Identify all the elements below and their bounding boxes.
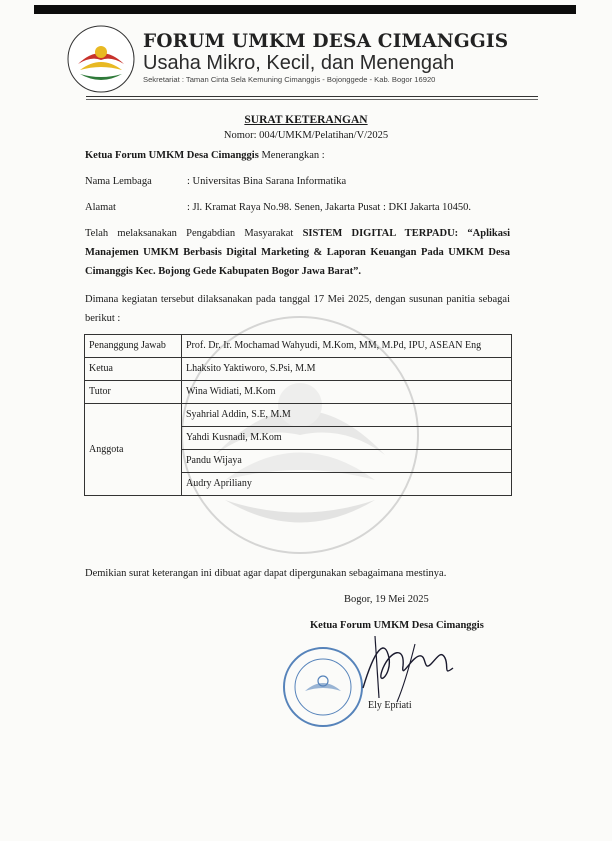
forum-umkm-logo-icon [66,24,136,94]
signer-name: Ely Epriati [368,700,412,711]
handwritten-signature [345,628,465,708]
committee-table [84,334,512,496]
organization-tagline: Usaha Mikro, Kecil, dan Menengah [143,52,455,74]
name-cell: Lhaksito Yaktiworo, S.Psi, M.M [182,358,512,381]
letter-number: Nomor: 004/UMKM/Pelatihan/V/2025 [223,130,389,141]
intro-verb: Menerangkan : [258,150,325,161]
organization-name: FORUM UMKM DESA CIMANGGIS [143,31,509,52]
activity-paragraph [85,224,510,281]
name-cell: Prof. Dr. Ir. Mochamad Wahyudi, M.Kom, MM, M.Pd, IPU, ASEAN Eng [182,335,512,358]
place-date: Bogor, 19 Mei 2025 [344,594,429,605]
organization-address: Sekretariat : Taman Cinta Sela Kemuning Cimanggis - Bojonggede - Kab. Bogor 16920 [143,75,436,84]
intro-organization: Ketua Forum UMKM Desa Cimanggis [85,150,259,161]
intro-line [85,150,325,161]
table-row [85,381,512,404]
table-row [85,335,512,358]
letter-title: SURAT KETERANGAN [244,114,368,126]
field-value-institution: : Universitas Bina Sarana Informatika [187,176,347,187]
role-cell: Ketua [85,358,182,381]
role-cell: Anggota [85,404,182,496]
role-cell: Penanggung Jawab [85,335,182,358]
field-label-address: Alamat [85,202,116,213]
letterhead-divider-thin [86,99,538,100]
top-border-bar [34,5,576,14]
name-cell: Yahdi Kusnadi, M.Kom [182,427,512,450]
table-row [85,404,512,427]
table-row [85,358,512,381]
signer-title: Ketua Forum UMKM Desa Cimanggis [310,620,484,631]
role-cell: Tutor [85,381,182,404]
activity-prefix: Telah melaksanakan Pengabdian Masyarakat [85,228,303,239]
activity-title: SISTEM DIGITAL TERPADU: “Aplikasi Manajemen UMKM Berbasis Digital Marketing & Laporan Keuangan Pada UMKM Desa Cimanggis Kec. Bojong Gede Kabupaten Bogor Jawa Barat”. [85,228,510,277]
letterhead-divider [86,96,538,97]
name-cell: Pandu Wijaya [182,450,512,473]
closing-sentence: Demikian surat keterangan ini dibuat agar dapat dipergunakan sebagaimana mestinya. [85,568,447,579]
field-value-address: : Jl. Kramat Raya No.98. Senen, Jakarta Pusat : DKI Jakarta 10450. [187,202,472,213]
name-cell: Syahrial Addin, S.E, M.M [182,404,512,427]
name-cell: Wina Widiati, M.Kom [182,381,512,404]
date-paragraph: Dimana kegiatan tersebut dilaksanakan pada tanggal 17 Mei 2025, dengan susunan panitia sebagai berikut : [85,294,510,324]
field-label-institution: Nama Lembaga [85,176,152,187]
name-cell: Audry Apriliany [182,473,512,496]
